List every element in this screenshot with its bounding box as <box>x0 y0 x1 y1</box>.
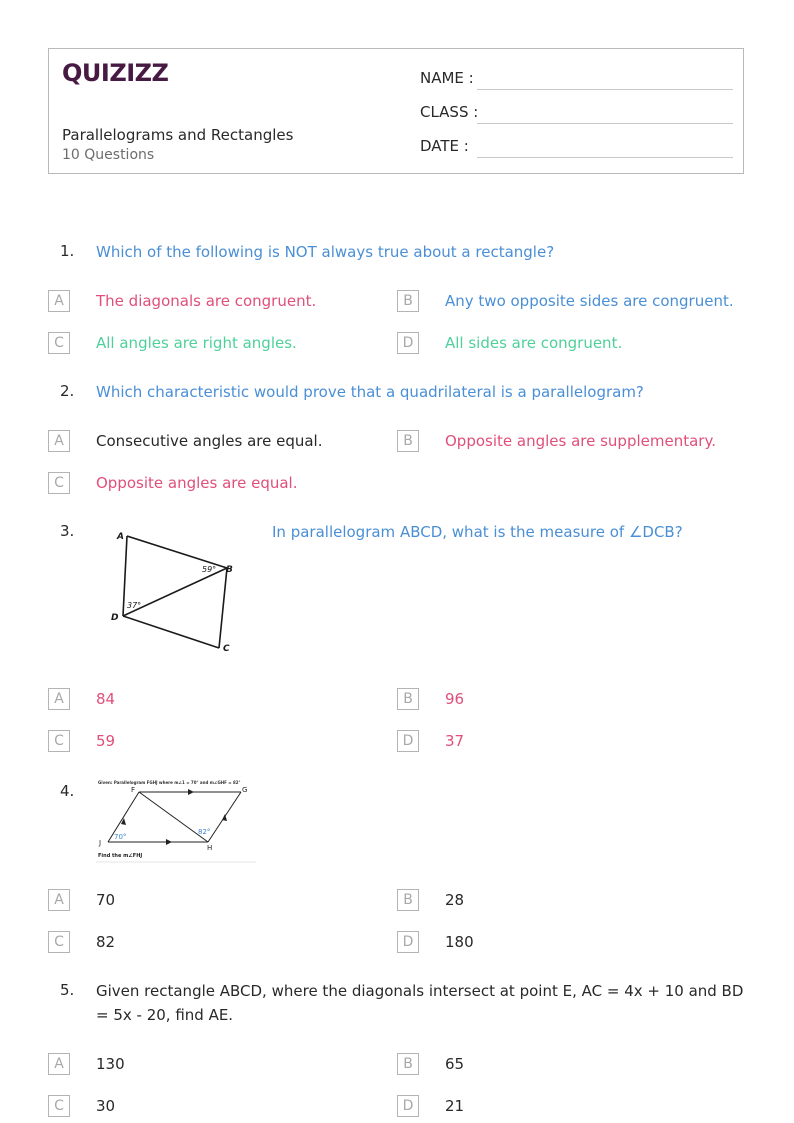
option-letter[interactable]: A <box>48 1053 70 1075</box>
option-text: Any two opposite sides are congruent. <box>445 292 734 310</box>
option-letter[interactable]: D <box>397 1095 419 1117</box>
worksheet-title: Parallelograms and Rectangles <box>62 126 294 144</box>
name-field[interactable] <box>477 89 733 90</box>
vertex-label-b: B <box>226 565 233 575</box>
option-letter[interactable]: A <box>48 290 70 312</box>
option-text: 130 <box>96 1055 125 1073</box>
parallelogram-abcd-figure <box>96 520 256 660</box>
question-text: Which of the following is NOT always true about a rectangle? <box>96 243 555 261</box>
angle-label-70: 70° <box>114 833 127 841</box>
angle-label-59: 59° <box>202 565 217 574</box>
class-label: CLASS : <box>420 103 479 121</box>
question-number: 2. <box>60 382 75 400</box>
option-letter[interactable]: B <box>397 290 419 312</box>
option-text: Consecutive angles are equal. <box>96 432 323 450</box>
option-letter[interactable]: A <box>48 889 70 911</box>
option-letter[interactable]: B <box>397 430 419 452</box>
angle-label-37: 37° <box>127 601 142 610</box>
worksheet-header <box>48 48 744 174</box>
option-letter[interactable]: D <box>397 931 419 953</box>
side-ab <box>127 536 227 568</box>
option-letter[interactable]: C <box>48 332 70 354</box>
option-text: 84 <box>96 690 116 708</box>
vertex-label-h: H <box>207 844 213 852</box>
option-letter[interactable]: D <box>397 730 419 752</box>
quizizz-logo: QUIZIZZ <box>62 59 169 87</box>
vertex-label-a: A <box>117 532 124 542</box>
option-text: 180 <box>445 933 474 951</box>
option-letter[interactable]: C <box>48 730 70 752</box>
question-text: In parallelogram ABCD, what is the measure of ∠DCB? <box>272 523 683 541</box>
option-text: 96 <box>445 690 465 708</box>
parallelogram-fghj-figure <box>96 778 256 864</box>
option-text: 59 <box>96 732 116 750</box>
question-count: 10 Questions <box>62 147 155 163</box>
option-text: 70 <box>96 891 116 909</box>
question-number: 3. <box>60 522 75 540</box>
question-number: 5. <box>60 981 75 999</box>
angle-label-82: 82° <box>198 828 211 836</box>
vertex-label-d: D <box>111 613 119 623</box>
option-text: All sides are congruent. <box>445 334 623 352</box>
option-text: 21 <box>445 1097 465 1115</box>
option-text: The diagonals are congruent. <box>96 292 317 310</box>
option-letter[interactable]: D <box>397 332 419 354</box>
option-letter[interactable]: C <box>48 931 70 953</box>
vertex-label-g: G <box>242 786 248 794</box>
option-text: 28 <box>445 891 465 909</box>
option-letter[interactable]: C <box>48 1095 70 1117</box>
question-number: 4. <box>60 782 75 800</box>
figure-footer: Find the m∠FHJ <box>98 853 143 859</box>
side-bc <box>219 568 227 648</box>
option-letter[interactable]: B <box>397 889 419 911</box>
name-label: NAME : <box>420 69 474 87</box>
option-letter[interactable]: A <box>48 430 70 452</box>
option-text: 30 <box>96 1097 116 1115</box>
figure-caption: Given: Parallelogram FGHJ where m∠1 = 70° and m∠GHF = 82° <box>98 780 241 785</box>
vertex-label-c: C <box>223 644 230 654</box>
option-letter[interactable]: A <box>48 688 70 710</box>
option-letter[interactable]: B <box>397 688 419 710</box>
question-number: 1. <box>60 242 75 260</box>
option-letter[interactable]: B <box>397 1053 419 1075</box>
option-text: 65 <box>445 1055 465 1073</box>
question-text: Which characteristic would prove that a quadrilateral is a parallelogram? <box>96 383 644 401</box>
option-text: Opposite angles are equal. <box>96 474 298 492</box>
date-field[interactable] <box>477 157 733 158</box>
option-letter[interactable]: C <box>48 472 70 494</box>
option-text: All angles are right angles. <box>96 334 297 352</box>
option-text: Opposite angles are supplementary. <box>445 432 716 450</box>
option-text: 37 <box>445 732 465 750</box>
class-field[interactable] <box>477 123 733 124</box>
date-label: DATE : <box>420 137 469 155</box>
question-text: Given rectangle ABCD, where the diagonals intersect at point E, AC = 4x + 10 and BD = 5x - 20, find AE. <box>96 982 744 1024</box>
side-cd <box>123 616 219 648</box>
vertex-label-j: J <box>99 839 102 847</box>
option-text: 82 <box>96 933 116 951</box>
vertex-label-f: F <box>131 786 136 794</box>
